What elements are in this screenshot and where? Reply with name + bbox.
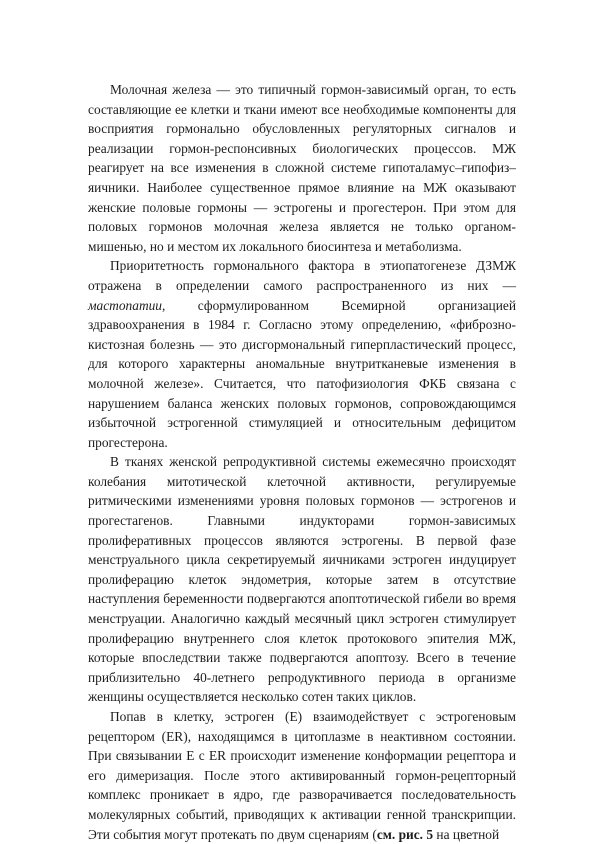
text-segment: мастопатии	[88, 297, 163, 313]
paragraph-1	[88, 80, 516, 256]
paragraph-3	[88, 452, 516, 707]
paragraph-4	[88, 707, 516, 844]
text-segment: Приоритетность гормонального фактора в этиопатогенезе ДЗМЖ отражена в определении самого распространенного из них —	[88, 258, 516, 293]
text-segment: Молочная железа — это типичный гормон-зависимый орган, то есть составляющие ее клетки и ткани имеют все необходимые компоненты для восприятия гормонально обусловленных регуляторных сигналов и реализации гормон-респонсивных биологических процессов. МЖ реагирует на все изменения в сложной системе гипоталамус–гипофиз–яичники. Наиболее существенное прямое влияние на МЖ оказывают женские половые гормоны — эстрогены и прогестерон. При этом для половых гормонов молочная железа является не только органом-мишенью, но и местом их локального биосинтеза и метаболизма.	[88, 82, 516, 254]
text-segment: на цветной	[433, 826, 500, 842]
text-segment: В тканях женской репродуктивной системы ежемесячно происходят колебания митотической клеточной активности, регулируемые ритмическими изменениями уровня половых гормонов — эстрогенов и прогестагенов. Главными индукторами гормон-зависимых пролиферативных процессов являются эстрогены. В первой фазе менструального цикла секретируемый яичниками эстроген индуцирует пролиферацию клеток эндометрия, которые затем в отсутствие наступления беременности подвергаются апоптотической гибели во время менструации. Аналогично каждый месячный цикл эстроген стимулирует пролиферацию внутреннего слоя клеток протокового эпителия МЖ, которые впоследствии также подвергаются апоптозу. Всего в течение приблизительно 40-летнего репродуктивного периода в организме женщины осуществляется несколько сотен таких циклов.	[88, 454, 516, 705]
paragraph-2	[88, 256, 516, 452]
text-segment: см. рис. 5	[376, 826, 434, 842]
text-segment: , сформулированном Всемирной организацией здравоохранения в 1984 г. Согласно этому определению, «фиброзно-кистозная болезнь — это дисгормональный гиперпластический процесс, для которого характерны аномальные внутритканевые изменения в молочной железе». Считается, что патофизиология ФКБ связана с нарушением баланса женских половых гормонов, сопровождающимся избыточной эстрогенной стимуляцией и относительным дефицитом прогестерона.	[88, 297, 516, 450]
body-text	[88, 80, 516, 844]
text-segment: Попав в клетку, эстроген (Е) взаимодействует с эстрогеновым рецептором (ER), находящимся в цитоплазме в неактивном состоянии. При связывании Е с ER происходит изменение конформации рецептора и его димеризация. После этого активированный гормон-рецепторный комплекс проникает в ядро, где разворачивается последовательность молекулярных событий, приводящих к активации генной транскрипции. Эти события могут протекать по двум сценариям (	[88, 709, 516, 842]
